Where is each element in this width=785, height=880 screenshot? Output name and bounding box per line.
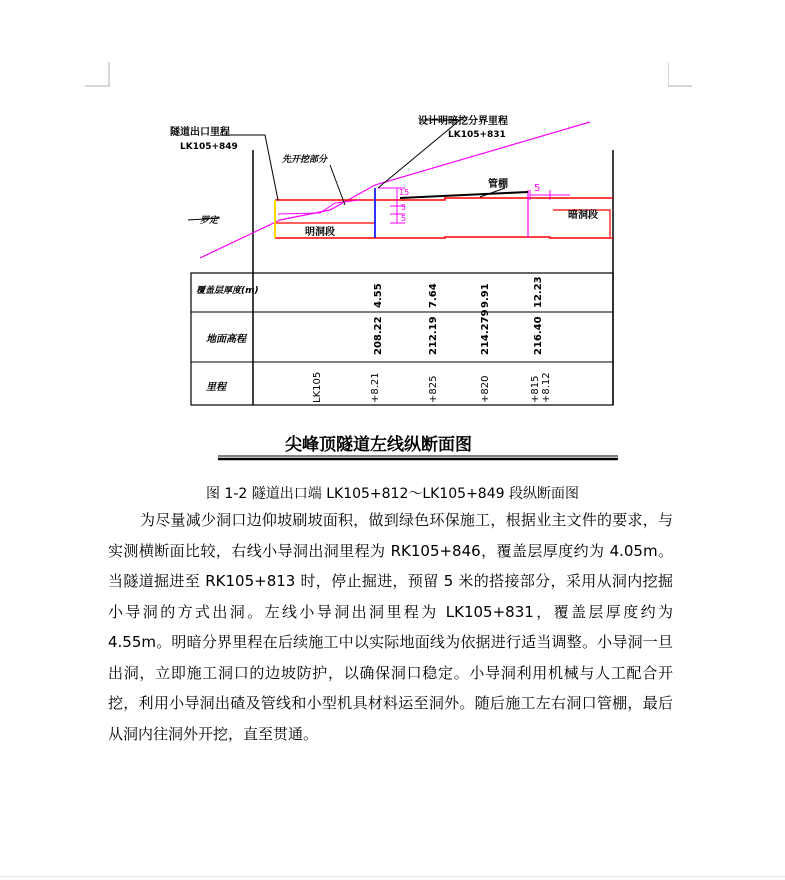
corner-mark-top-right [668,62,693,87]
longitudinal-profile-drawing [160,110,630,465]
body-paragraph-block [108,505,673,749]
label-pipe-roof: 管棚 [488,179,508,190]
label-open-cut: 先开挖部分 [282,155,328,165]
label-exit: 隧道出口里程 [170,127,230,138]
cover-value: 12.23 [533,276,544,308]
label-boundary-km: LK105+831 [448,130,506,140]
figure-caption: 图 1-2 隧道出口端 LK105+812～LK105+849 段纵断面图 [206,486,579,502]
chainage-value: +8.21 [370,372,381,403]
label-dark-tunnel: 暗洞段 [568,210,598,221]
overlap-label: 5 [534,183,541,194]
elevation-value: 212.19 [428,316,439,355]
cover-value: 9.91 [480,283,491,308]
chainage-value: +825 [428,375,439,403]
chainage-value: LK105 [312,371,323,403]
tunnel-top-line [275,198,613,200]
label-open-tunnel: 明洞段 [305,227,335,238]
cover-value: 7.64 [428,283,439,308]
elevation-value: 216.40 [533,316,544,355]
figure-title: 尖峰顶隧道左线纵断面图 [285,435,472,455]
chainage-value: +820 [480,375,491,403]
chainage-value: +815 [530,375,541,403]
leader-open-cut [330,165,345,205]
row-header-cover: 覆盖层厚度(m) [196,286,259,296]
profile-figure [160,110,630,465]
row-header-chainage: 里程 [206,382,226,393]
dim-label-a: 15 [399,188,410,197]
pipe-roof-line [400,192,528,198]
cover-value: 4.55 [373,283,384,308]
page-bottom-edge [0,876,785,877]
label-ground: 罗定 [200,216,219,226]
elevation-value: 208.22 [373,316,384,355]
elevation-value: 214.279 [480,309,491,355]
label-boundary: 设计明暗挖分界里程 [418,116,508,127]
chainage-value: +8.12 [541,372,552,403]
label-exit-km: LK105+849 [180,142,238,152]
dim-label-b: 5 [401,203,407,212]
row-header-elevation: 地面高程 [206,334,246,345]
dim-label-c: 5 [401,214,407,223]
corner-mark-top-left [85,62,110,87]
body-paragraph: 为尽量减少洞口边仰坡刷坡面积，做到绿色环保施工，根据业主文件的要求，与实测横断面比较，右线小导洞出洞里程为 RK105+846，覆盖层厚度约为 4.05m。当隧道掘进至 RK105+813 时，停止掘进，预留 5 米的搭接部分，采用从洞内挖掘小导洞的方式出洞。左线小导洞出洞里程为 LK105+831，覆盖层厚度约为 4.55m。明暗分界里程在后续施工中以实际地面线为依据进行适当调整。小导洞一旦出洞，立即施工洞口的边坡防护，以确保洞口稳定。小导洞利用机械与人工配合开挖，利用小导洞出碴及管线和小型机具材料运至洞外。随后施工左右洞口管棚，最后从洞内往洞外开挖，直至贯通。 [108,511,673,743]
